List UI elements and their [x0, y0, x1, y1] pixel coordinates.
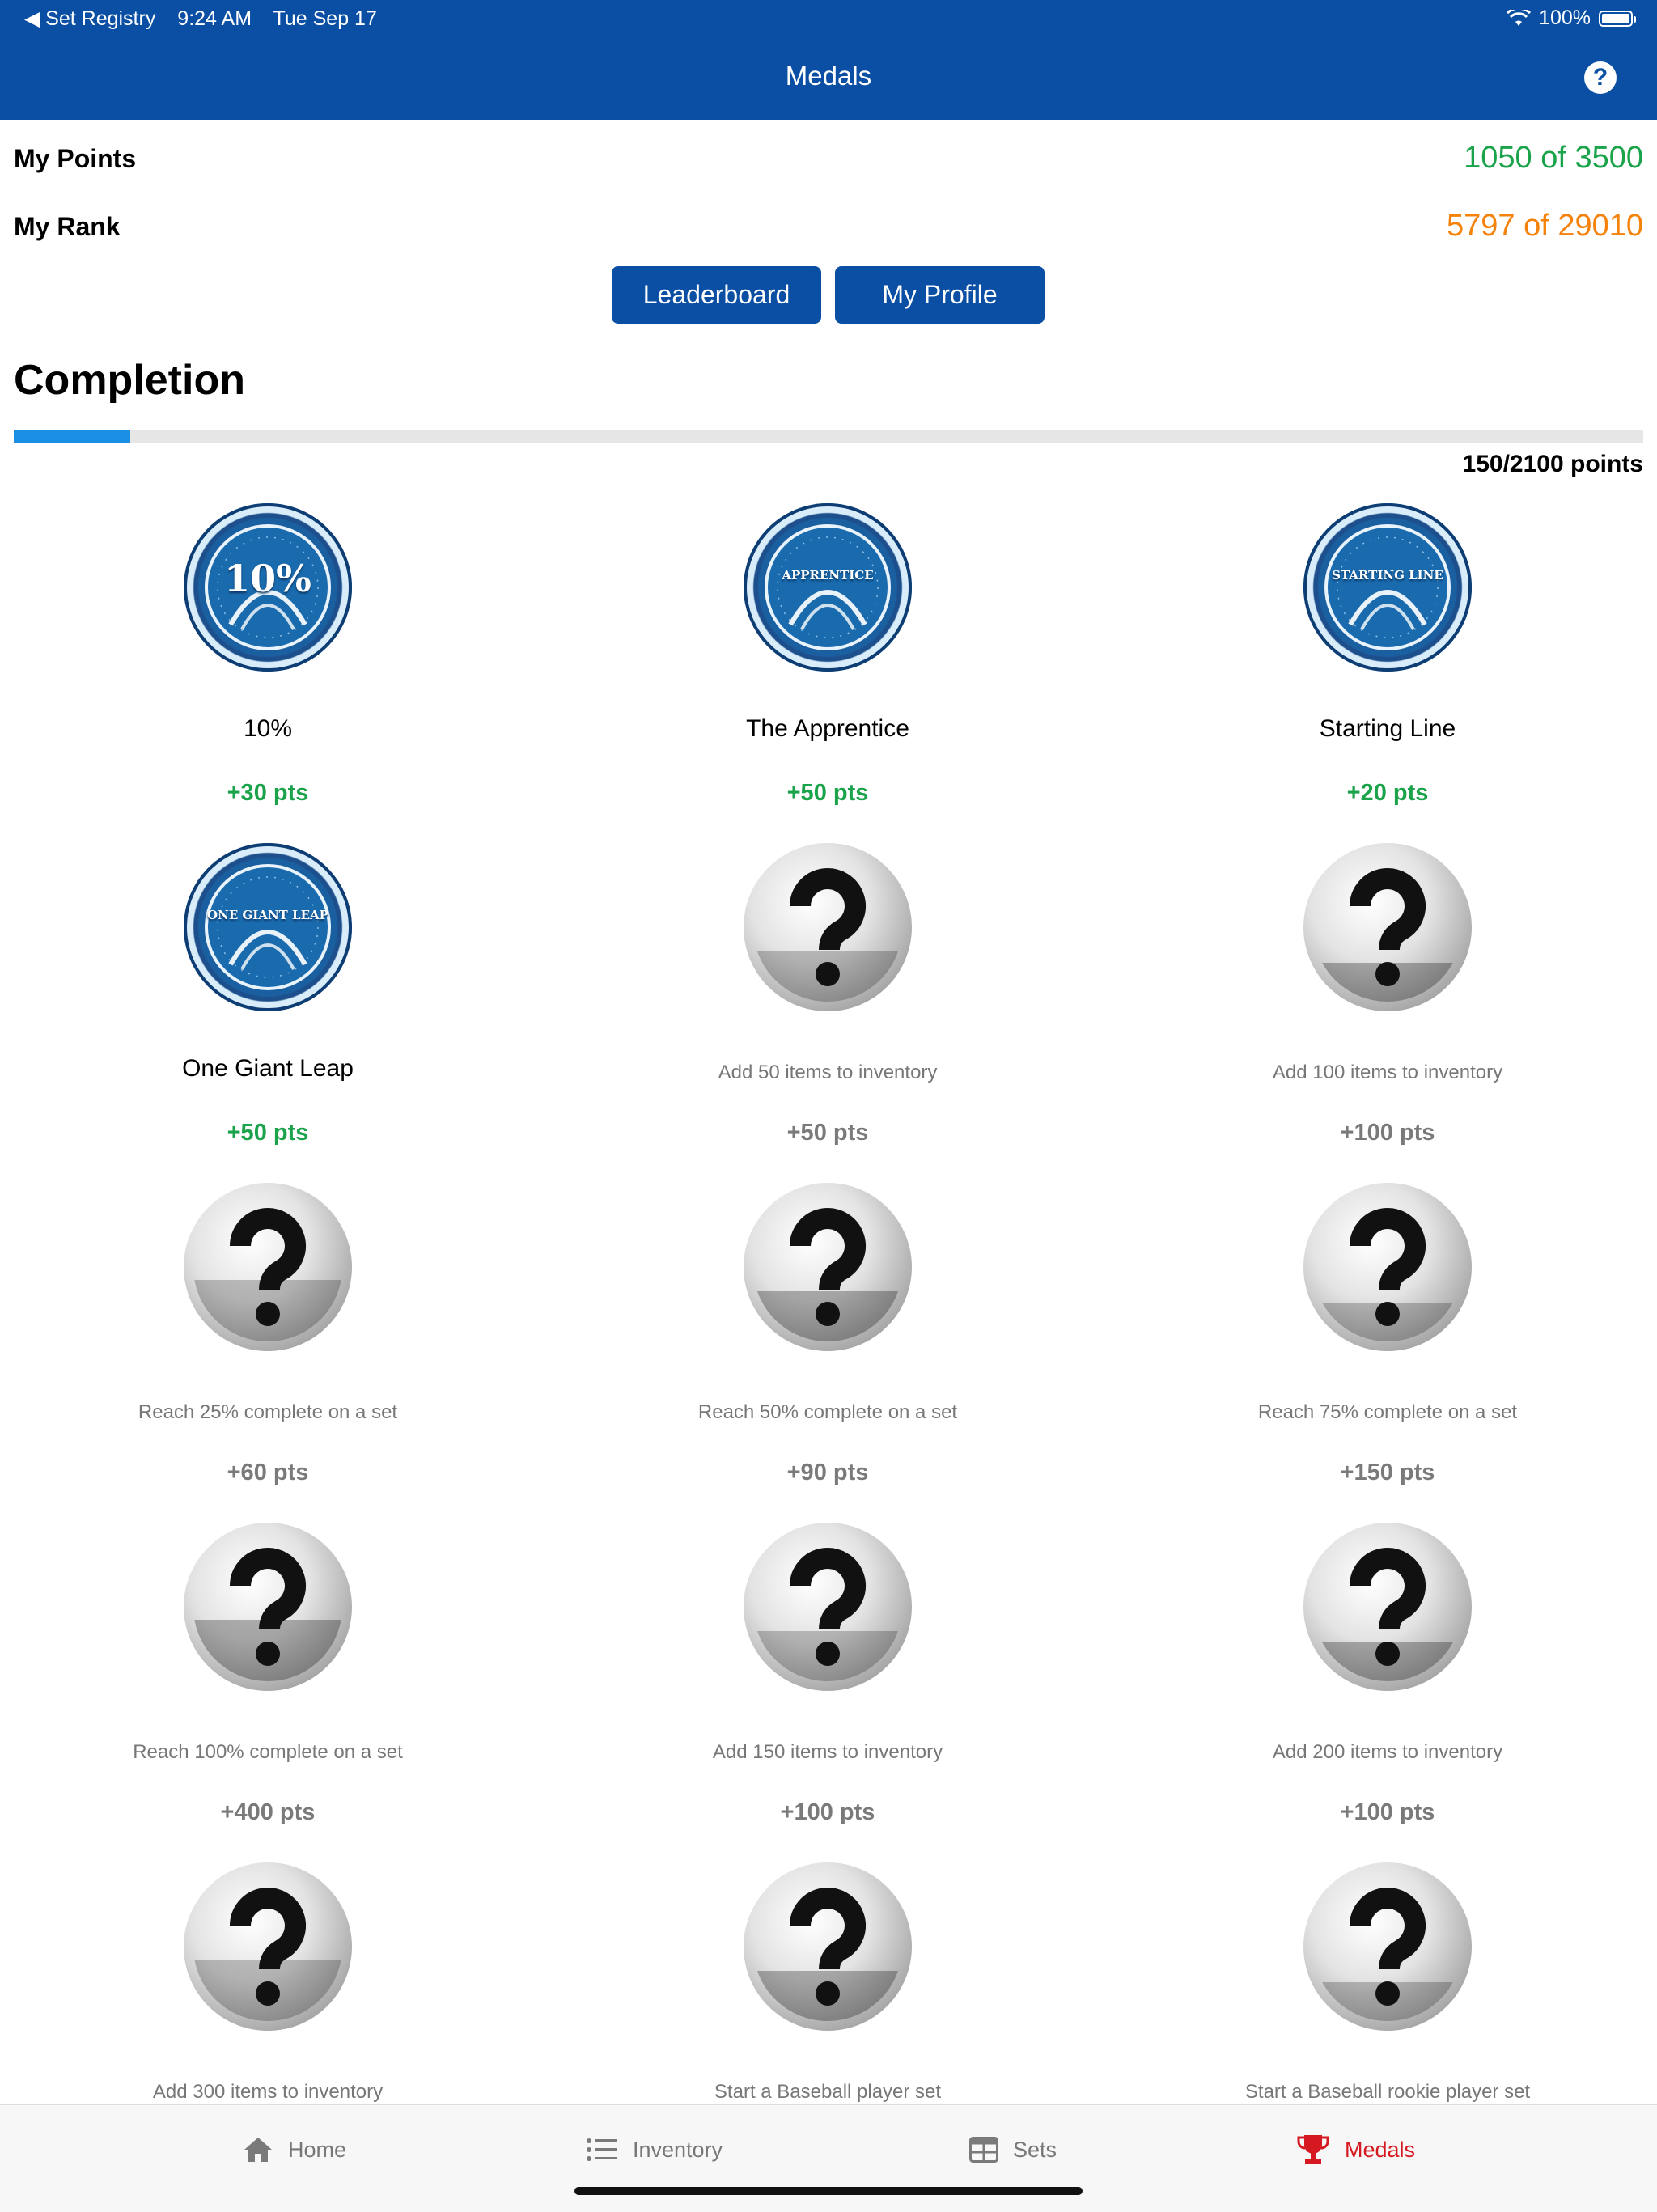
- completion-progress-bar: [14, 430, 1643, 443]
- home-icon: [243, 2136, 273, 2163]
- wifi-icon: [1507, 10, 1531, 28]
- medal-title: The Apprentice: [746, 715, 909, 742]
- locked-medal-badge[interactable]: [184, 1183, 352, 1351]
- battery-percent: 100%: [1539, 6, 1591, 29]
- medal-title: 10%: [243, 715, 293, 742]
- status-time: 9:24 AM: [177, 7, 252, 30]
- locked-medal-badge[interactable]: [184, 1862, 352, 2031]
- medal-badge-text: ONE GIANT LEAP: [207, 908, 328, 922]
- my-rank-label: My Rank: [14, 212, 121, 241]
- medal-badge[interactable]: [184, 843, 352, 1011]
- my-profile-button[interactable]: My Profile: [835, 266, 1045, 324]
- my-points-value: 1050 of 3500: [1464, 141, 1643, 175]
- medal-points: +100 pts: [780, 1799, 875, 1825]
- medal-badge-text: 10%: [224, 557, 311, 600]
- medal-title: Start a Baseball player set: [714, 2081, 942, 2103]
- tab-home[interactable]: [243, 2129, 346, 2170]
- medal-points: +100 pts: [1340, 1799, 1435, 1825]
- tab-sets[interactable]: [969, 2129, 1057, 2170]
- home-indicator: [574, 2187, 1083, 2195]
- question-mark-icon: [1303, 1523, 1472, 1691]
- grid-icon: [969, 2137, 998, 2163]
- medal-title: Add 300 items to inventory: [152, 2081, 384, 2103]
- medal-title: Add 150 items to inventory: [712, 1741, 943, 1763]
- medal-title: Add 100 items to inventory: [1272, 1062, 1503, 1083]
- my-points-label: My Points: [14, 144, 137, 173]
- question-mark-icon: [1303, 1862, 1472, 2031]
- page-title: Medals: [785, 61, 872, 91]
- medal-emblem-icon: [1303, 503, 1472, 672]
- medal-points: +50 pts: [786, 1120, 869, 1146]
- medal-points: +100 pts: [1340, 1120, 1435, 1146]
- tab-medals-label: Medals: [1345, 2137, 1416, 2162]
- medal-points: +60 pts: [227, 1460, 309, 1485]
- medal-badge[interactable]: [1303, 503, 1472, 672]
- status-bar: [0, 6, 1657, 32]
- locked-medal-badge[interactable]: [1303, 1183, 1472, 1351]
- medal-points: +400 pts: [220, 1799, 316, 1825]
- tab-home-label: Home: [288, 2137, 347, 2162]
- locked-medal-badge[interactable]: [1303, 1862, 1472, 2031]
- medal-title: Starting Line: [1319, 715, 1456, 742]
- medal-title: Add 50 items to inventory: [718, 1062, 938, 1083]
- locked-medal-badge[interactable]: [1303, 843, 1472, 1011]
- medal-title: Add 200 items to inventory: [1272, 1741, 1503, 1763]
- question-mark-icon: [1303, 1183, 1472, 1351]
- leaderboard-button[interactable]: Leaderboard: [612, 266, 821, 324]
- completion-points-total: 150/2100 points: [1462, 451, 1643, 477]
- question-mark-icon: [184, 1523, 352, 1691]
- medal-badge[interactable]: [744, 503, 912, 672]
- medal-points: +150 pts: [1340, 1460, 1435, 1485]
- medal-points: +90 pts: [786, 1460, 869, 1485]
- medal-badge[interactable]: [184, 503, 352, 672]
- medal-title: Start a Baseball rookie player set: [1244, 2081, 1531, 2103]
- locked-medal-badge[interactable]: [184, 1523, 352, 1691]
- medal-badge-text: STARTING LINE: [1332, 568, 1443, 583]
- medal-points: +20 pts: [1346, 780, 1429, 806]
- tab-medals[interactable]: [1296, 2129, 1415, 2170]
- medal-title: Reach 25% complete on a set: [138, 1401, 398, 1423]
- tab-sets-label: Sets: [1013, 2137, 1057, 2162]
- back-to-app-link[interactable]: ◀ Set Registry: [24, 7, 156, 30]
- locked-medal-badge[interactable]: [744, 843, 912, 1011]
- question-mark-icon: [744, 843, 912, 1011]
- medal-points: +50 pts: [786, 780, 869, 806]
- top-bar: [0, 0, 1657, 120]
- status-date: Tue Sep 17: [273, 7, 377, 30]
- locked-medal-badge[interactable]: [744, 1862, 912, 2031]
- tab-bar: [0, 2104, 1657, 2212]
- section-title: Completion: [14, 357, 245, 404]
- question-mark-icon: [184, 1862, 352, 2031]
- medal-points: +50 pts: [227, 1120, 309, 1146]
- locked-medal-badge[interactable]: [744, 1183, 912, 1351]
- question-mark-icon: [184, 1183, 352, 1351]
- tab-inventory[interactable]: [586, 2129, 723, 2170]
- medal-points: +30 pts: [227, 780, 309, 806]
- question-mark-icon: [744, 1183, 912, 1351]
- tab-inventory-label: Inventory: [633, 2137, 723, 2162]
- my-rank-value: 5797 of 29010: [1446, 209, 1643, 243]
- locked-medal-badge[interactable]: [1303, 1523, 1472, 1691]
- medal-title: Reach 50% complete on a set: [697, 1401, 958, 1423]
- medal-title: Reach 75% complete on a set: [1257, 1401, 1518, 1423]
- question-mark-icon: [1303, 843, 1472, 1011]
- medal-emblem-icon: [744, 503, 912, 672]
- battery-icon: [1599, 11, 1633, 27]
- medal-badge-text: APPRENTICE: [782, 568, 874, 583]
- question-mark-icon: [744, 1862, 912, 2031]
- locked-medal-badge[interactable]: [744, 1523, 912, 1691]
- medal-title: Reach 100% complete on a set: [133, 1741, 403, 1763]
- trophy-icon: [1296, 2134, 1330, 2166]
- list-icon: [586, 2137, 618, 2163]
- medal-emblem-icon: [184, 843, 352, 1011]
- help-icon[interactable]: ?: [1584, 61, 1617, 94]
- medal-title: One Giant Leap: [182, 1055, 354, 1082]
- question-mark-icon: [744, 1523, 912, 1691]
